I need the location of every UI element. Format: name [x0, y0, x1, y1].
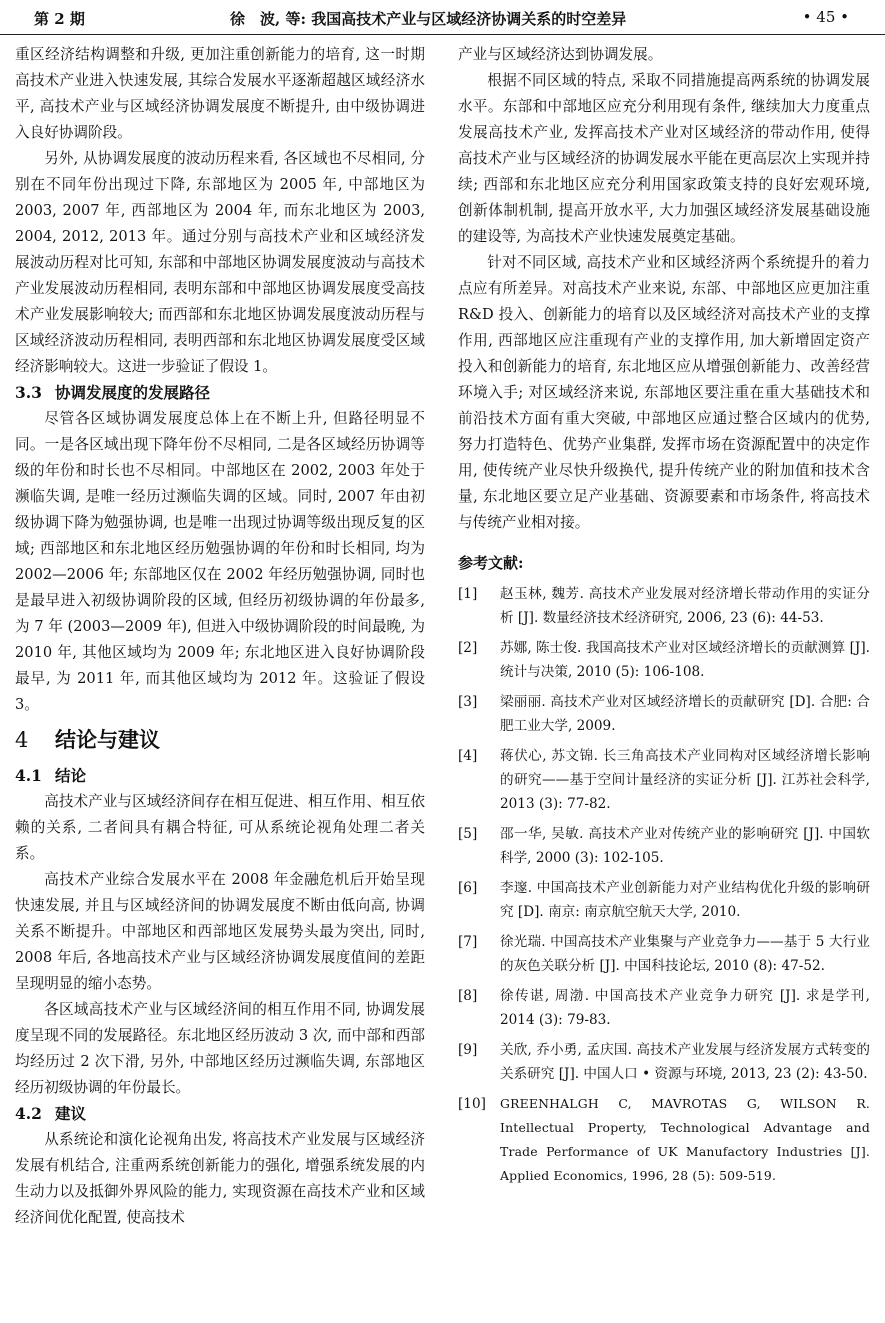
reference-number: [8]: [458, 988, 478, 1004]
reference-text: 徐传谌, 周渤. 中国高技术产业竞争力研究 [J]. 求是学刊, 2014 (3): 79-83.: [500, 988, 870, 1028]
section-number: 4.2: [15, 1104, 42, 1123]
reference-item: [458, 582, 870, 630]
reference-number: [4]: [458, 748, 478, 764]
paragraph: 产业与区域经济达到协调发展。: [458, 46, 663, 63]
reference-text: 关欣, 乔小勇, 孟庆国. 高技术产业发展与经济发展方式转变的关系研究 [J]. 中国人口 • 资源与环境, 2013, 23 (2): 43-50.: [500, 1042, 870, 1082]
reference-text: 苏娜, 陈士俊. 我国高技术产业对区域经济增长的贡献测算 [J]. 统计与决策, 2010 (5): 106-108.: [500, 640, 870, 680]
paragraph: 根据不同区域的特点, 采取不同措施提高两系统的协调发展水平。东部和中部地区应充分利用现有条件, 继续加大力度重点发展高技术产业, 发挥高技术产业对区域经济的带动作用, 使得高技术产业与区域经济的协调发展水平能在更高层次上实现并持续; 西部和东北地区应充分利用国家政策支持的良好宏观环境, 创新体制机制, 提高开放水平, 大力加强区域经济发展基础设施的建设等, 为高技术产业快速发展奠定基础。: [458, 72, 870, 245]
reference-item: [458, 984, 870, 1032]
reference-item: [458, 1038, 870, 1086]
section-number: 4: [15, 728, 29, 752]
reference-text: 梁丽丽. 高技术产业对区域经济增长的贡献研究 [D]. 合肥: 合肥工业大学, 2009.: [500, 694, 870, 734]
paragraph: 高技术产业综合发展水平在 2008 年金融危机后开始呈现快速发展, 并且与区域经济间的协调发展度不断由低向高, 协调关系不断提升。中部地区和西部地区发展势头最为突出, 同时, 2008 年后, 各地高技术产业与区域经济协调发展度值间的差距呈现明显的缩小态势。: [15, 871, 425, 992]
reference-item: [458, 744, 870, 816]
reference-text: 邵一华, 吴敏. 高技术产业对传统产业的影响研究 [J]. 中国软科学, 2000 (3): 102-105.: [500, 826, 870, 866]
references-heading: 参考文献:: [458, 554, 524, 572]
paragraph: 高技术产业与区域经济间存在相互促进、相互作用、相互依赖的关系, 二者间具有耦合特征, 可从系统论视角处理二者关系。: [15, 793, 425, 862]
issue-label: 第 2 期: [34, 10, 85, 28]
running-title: 徐 波, 等: 我国高技术产业与区域经济协调关系的时空差异: [230, 10, 627, 28]
reference-number: [7]: [458, 934, 478, 950]
section-number: 3.3: [15, 383, 42, 402]
right-column: [458, 42, 870, 1188]
section-title: 结论: [55, 766, 87, 785]
page-number: • 45 •: [802, 8, 849, 26]
reference-number: [10]: [458, 1096, 486, 1112]
paragraph: 针对不同区域, 高技术产业和区域经济两个系统提升的着力点应有所差异。对高技术产业来说, 东部、中部地区应更加注重 R&D 投入、创新能力的培育以及区域经济对高技术产业的支撑作用, 西部地区应注重现有产业的支撑作用, 加大新增固定资产投入和创新能力的培育, 东北地区应从增强创新能力、改善经营环境入手; 对区域经济来说, 东部地区要注重在重大基础技术和前沿技术方面有重大突破, 中部地区应通过整合区域内的优势, 努力打造特色、优势产业集群, 发挥市场在资源配置中的决定作用, 使传统产业尽快升级换代, 提升传统产业的附加值和技术含量, 东北地区要立足产业基础、资源要素和市场条件, 将高技术与传统产业相对接。: [458, 254, 870, 531]
paragraph: 另外, 从协调发展度的波动历程来看, 各区域也不尽相同, 分别在不同年份出现过下降, 东部地区为 2005 年, 中部地区为 2003, 2007 年, 西部地区为 2004 年, 而东北地区为 2003, 2004, 2012, 2013 年。通过分别与高技术产业和区域经济发展波动历程对比可知, 东部和中部地区协调发展度波动与高技术产业发展波动历程相同, 表明东部和中部地区协调发展度受高技术产业发展影响较大; 而西部和东北地区协调发展度波动历程与区域经济波动历程相同, 表明西部和东北地区协调发展度受区域经济影响较大。这进一步验证了假设 1。: [15, 150, 425, 375]
reference-number: [3]: [458, 694, 478, 710]
reference-item: [458, 822, 870, 870]
reference-text: 徐光瑞. 中国高技术产业集聚与产业竞争力——基于 5 大行业的灰色关联分析 [J]. 中国科技论坛, 2010 (8): 47-52.: [500, 934, 870, 974]
reference-item: [458, 636, 870, 684]
reference-text: GREENHALGH C, MAVROTAS G, WILSON R. Intellectual Property, Technological Advantage and Trade Performance of UK Manufactory Industries [J]. Applied Economics, 1996, 28 (5): 509-519.: [500, 1096, 870, 1183]
section-heading-3-3: [15, 380, 425, 406]
section-title: 协调发展度的发展路径: [55, 383, 211, 402]
left-column: [15, 42, 425, 1231]
reference-item: [458, 690, 870, 738]
section-heading-4-1: [15, 763, 425, 789]
paragraph: 尽管各区域协调发展度总体上在不断上升, 但路径明显不同。一是各区域出现下降年份不尽相同, 二是各区域经历协调等级的年份和时长也不尽相同。中部地区在 2002, 2003 年处于濒临失调, 是唯一经历过濒临失调的区域。同时, 2007 年由初级协调下降为勉强协调, 也是唯一出现过协调等级出现反复的区域; 西部地区和东北地区经历勉强协调的年份和时长相同, 均为 2002—2006 年; 东部地区仅在 2002 年经历勉强协调, 同时也是最早进入初级协调阶段的区域, 但经历初级协调的年份最多, 为 7 年 (2003—2009 年), 但进入中级协调阶段的时间最晚, 为 2010 年, 其他区域均为 2009 年; 东北地区进入良好协调阶段最早, 为 2011 年, 而其他区域均为 2012 年。这验证了假设 3。: [15, 410, 425, 713]
reference-text: 蒋伏心, 苏文锦. 长三角高技术产业同构对区域经济增长影响的研究——基于空间计量经济的实证分析 [J]. 江苏社会科学, 2013 (3): 77-82.: [500, 748, 870, 812]
reference-item: [458, 930, 870, 978]
section-heading-4-2: [15, 1101, 425, 1127]
reference-item: [458, 876, 870, 924]
reference-item: [458, 1092, 870, 1188]
reference-text: 李邃. 中国高技术产业创新能力对产业结构优化升级的影响研究 [D]. 南京: 南京航空航天大学, 2010.: [500, 880, 870, 920]
running-header: [0, 0, 885, 35]
section-title: 建议: [55, 1104, 87, 1123]
reference-number: [1]: [458, 586, 478, 602]
section-title: 结论与建议: [55, 727, 160, 752]
reference-number: [9]: [458, 1042, 478, 1058]
paragraph: 重区经济结构调整和升级, 更加注重创新能力的培育, 这一时期高技术产业进入快速发展, 其综合发展水平逐渐超越区域经济水平, 高技术产业与区域经济协调发展度不断提升, 由中级协调进入良好协调阶段。: [15, 46, 425, 141]
paragraph: 从系统论和演化论视角出发, 将高技术产业发展与区域经济发展有机结合, 注重两系统创新能力的强化, 增强系统发展的内生动力以及抵御外界风险的能力, 实现资源在高技术产业和区域经济间优化配置, 使高技术: [15, 1131, 425, 1226]
section-number: 4.1: [15, 766, 42, 785]
section-heading-4: [15, 723, 425, 757]
reference-number: [6]: [458, 880, 478, 896]
reference-number: [2]: [458, 640, 478, 656]
reference-text: 赵玉林, 魏芳. 高技术产业发展对经济增长带动作用的实证分析 [J]. 数量经济技术经济研究, 2006, 23 (6): 44-53.: [500, 586, 870, 626]
paragraph: 各区域高技术产业与区域经济间的相互作用不同, 协调发展度呈现不同的发展路径。东北地区经历波动 3 次, 而中部和西部均经历过 2 次下滑, 另外, 中部地区经历过濒临失调, 东部地区经历初级协调的年份最长。: [15, 1001, 425, 1096]
reference-number: [5]: [458, 826, 478, 842]
